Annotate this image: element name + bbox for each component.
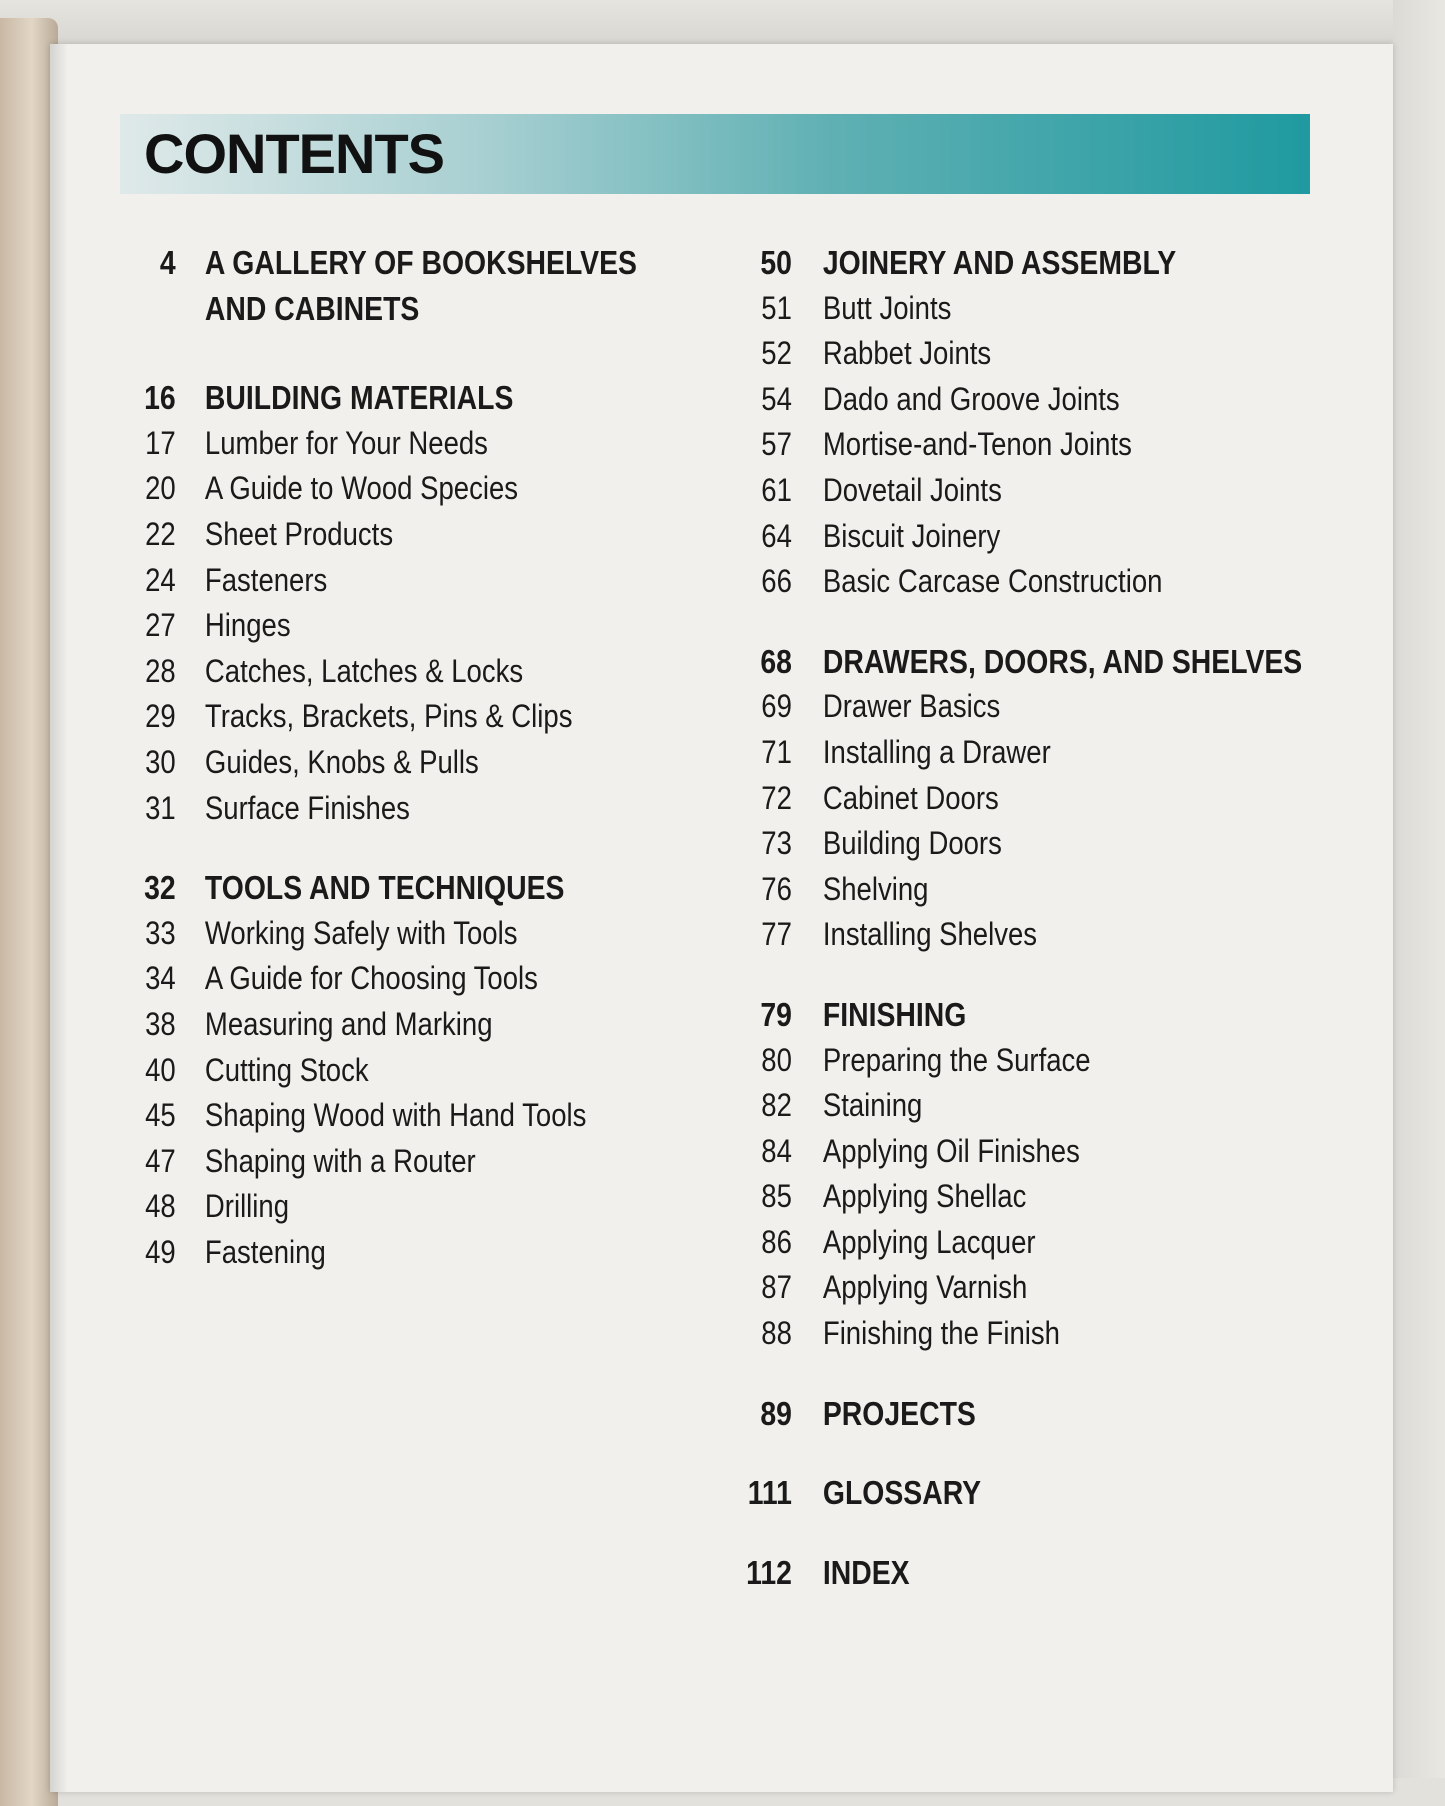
toc-page-number: 89 bbox=[760, 1394, 792, 1432]
toc-page-number: 79 bbox=[760, 995, 792, 1033]
toc-page-number: 71 bbox=[761, 733, 792, 770]
toc-entry bbox=[100, 421, 607, 467]
toc-entry-label: Cabinet Doors bbox=[822, 779, 999, 816]
toc-section-heading bbox=[100, 375, 607, 421]
toc-entry bbox=[100, 1002, 607, 1048]
toc-page-number: 31 bbox=[145, 789, 176, 826]
toc-entry bbox=[730, 422, 1272, 468]
toc-page-number: 51 bbox=[761, 289, 792, 326]
toc-entry-label: Building Doors bbox=[822, 825, 1002, 862]
toc-page-number: 88 bbox=[761, 1315, 792, 1352]
toc-section bbox=[730, 1550, 1360, 1596]
toc-page-number: 64 bbox=[761, 517, 792, 554]
toc-entry bbox=[100, 603, 607, 649]
toc-entry-label: Hinges bbox=[204, 607, 291, 644]
toc-page-number: 86 bbox=[761, 1223, 792, 1260]
toc-page-number: 47 bbox=[145, 1142, 176, 1179]
toc-entry bbox=[100, 466, 607, 512]
background-cloth-right bbox=[1393, 0, 1445, 1806]
toc-heading-label: GLOSSARY bbox=[822, 1474, 982, 1512]
toc-entry-label: Finishing the Finish bbox=[822, 1315, 1060, 1352]
toc-entry-label: Dovetail Joints bbox=[822, 471, 1002, 508]
toc-page-number: 77 bbox=[761, 916, 792, 953]
book-page bbox=[50, 44, 1393, 1792]
toc-entry-label: A Guide for Choosing Tools bbox=[204, 960, 538, 997]
toc-page-number: 24 bbox=[145, 561, 176, 598]
toc-entry-label: Fastening bbox=[204, 1233, 326, 1270]
contents-title-band bbox=[120, 114, 1310, 194]
toc-page-number: 34 bbox=[145, 960, 176, 997]
toc-entry-label: Fasteners bbox=[204, 561, 328, 598]
toc-page-number: 45 bbox=[145, 1097, 176, 1134]
toc-page-number: 48 bbox=[145, 1188, 176, 1225]
toc-heading-label: JOINERY AND ASSEMBLY bbox=[822, 244, 1177, 281]
toc-entry-label: Installing Shelves bbox=[822, 916, 1038, 953]
toc-entry-label: Working Safely with Tools bbox=[204, 914, 518, 951]
toc-entry bbox=[730, 821, 1272, 867]
toc-entry bbox=[100, 956, 607, 1002]
toc-section-heading bbox=[730, 992, 1272, 1038]
toc-page-number: 30 bbox=[145, 743, 176, 780]
toc-page-number: 27 bbox=[145, 607, 176, 644]
toc-entry-label: Drilling bbox=[204, 1188, 290, 1225]
toc-heading-label bbox=[205, 240, 637, 331]
toc-page-number: 66 bbox=[761, 563, 792, 600]
page-title: CONTENTS bbox=[144, 122, 444, 185]
toc-section bbox=[730, 992, 1360, 1357]
toc-right-column bbox=[730, 240, 1360, 1629]
toc-page-number: 17 bbox=[145, 424, 176, 461]
toc-page-number: 32 bbox=[144, 869, 176, 907]
toc-left-column bbox=[100, 240, 690, 1309]
toc-entry-label: Drawer Basics bbox=[822, 688, 1001, 725]
toc-entry bbox=[730, 514, 1272, 560]
toc-entry-label: Applying Varnish bbox=[822, 1269, 1028, 1306]
toc-entry bbox=[730, 1174, 1272, 1220]
toc-page-number: 28 bbox=[145, 652, 176, 689]
toc-entry-label: Biscuit Joinery bbox=[822, 517, 1001, 554]
toc-entry bbox=[100, 1093, 607, 1139]
toc-entry-label: Butt Joints bbox=[822, 289, 952, 326]
toc-page-number: 73 bbox=[761, 825, 792, 862]
toc-entry bbox=[100, 1139, 607, 1185]
toc-section bbox=[100, 865, 690, 1275]
toc-section-heading bbox=[730, 240, 1272, 286]
toc-heading-label: TOOLS AND TECHNIQUES bbox=[204, 869, 565, 907]
toc-section bbox=[730, 1391, 1360, 1437]
toc-heading-label: DRAWERS, DOORS, AND SHELVES bbox=[822, 642, 1303, 680]
toc-section-heading bbox=[730, 1550, 1272, 1596]
toc-entry bbox=[730, 684, 1272, 730]
toc-page-number: 69 bbox=[761, 688, 792, 725]
toc-entry bbox=[100, 1230, 607, 1276]
toc-entry-label: Shaping Wood with Hand Tools bbox=[204, 1097, 587, 1134]
toc-entry bbox=[730, 286, 1272, 332]
toc-entry bbox=[730, 867, 1272, 913]
toc-entry bbox=[730, 776, 1272, 822]
toc-page-number: 50 bbox=[760, 244, 792, 281]
toc-entry bbox=[730, 1083, 1272, 1129]
toc-entry bbox=[100, 558, 607, 604]
toc-entry bbox=[730, 331, 1272, 377]
toc-entry-label: Applying Oil Finishes bbox=[822, 1132, 1080, 1169]
toc-entry-label: Rabbet Joints bbox=[822, 335, 992, 372]
toc-entry-label: Dado and Groove Joints bbox=[822, 380, 1120, 417]
toc-heading-label: PROJECTS bbox=[822, 1394, 976, 1432]
toc-page-number: 49 bbox=[145, 1233, 176, 1270]
toc-entry-label: Installing a Drawer bbox=[822, 733, 1051, 770]
toc-entry-label: Sheet Products bbox=[204, 515, 394, 552]
toc-entry-label: Applying Lacquer bbox=[822, 1223, 1036, 1260]
toc-page-number: 38 bbox=[145, 1005, 176, 1042]
toc-entry-label: Shaping with a Router bbox=[204, 1142, 476, 1179]
toc-entry bbox=[730, 1220, 1272, 1266]
toc-section bbox=[730, 1470, 1360, 1516]
toc-page-number: 87 bbox=[761, 1269, 792, 1306]
toc-heading-label: FINISHING bbox=[822, 995, 967, 1033]
toc-entry bbox=[730, 1265, 1272, 1311]
toc-heading-label: BUILDING MATERIALS bbox=[204, 379, 514, 417]
toc-section bbox=[730, 639, 1360, 958]
toc-entry bbox=[100, 512, 607, 558]
toc-page-number: 20 bbox=[145, 470, 176, 507]
toc-entry bbox=[730, 468, 1272, 514]
toc-entry-label: Lumber for Your Needs bbox=[204, 424, 488, 461]
toc-page-number: 54 bbox=[761, 380, 792, 417]
toc-page-number: 85 bbox=[761, 1178, 792, 1215]
toc-page-number: 16 bbox=[144, 379, 176, 417]
toc-entry bbox=[100, 649, 607, 695]
toc-entry-label: Mortise-and-Tenon Joints bbox=[822, 426, 1132, 463]
toc-page-number: 82 bbox=[761, 1087, 792, 1124]
toc-entry-label: Staining bbox=[822, 1087, 923, 1124]
toc-page-number: 68 bbox=[760, 642, 792, 680]
toc-heading-label: INDEX bbox=[822, 1553, 910, 1591]
toc-section-heading bbox=[730, 1391, 1272, 1437]
toc-page-number: 4 bbox=[159, 244, 176, 281]
toc-entry bbox=[730, 559, 1272, 605]
toc-entry bbox=[730, 912, 1272, 958]
toc-entry-label: Cutting Stock bbox=[204, 1051, 369, 1088]
toc-entry-label: Preparing the Surface bbox=[822, 1041, 1091, 1078]
toc-section bbox=[730, 240, 1360, 605]
toc-heading-line: AND CABINETS bbox=[204, 289, 420, 327]
toc-entry-label: A Guide to Wood Species bbox=[204, 470, 519, 507]
background-cloth bbox=[0, 0, 1445, 46]
toc-entry-label: Applying Shellac bbox=[822, 1178, 1027, 1215]
toc-section-heading bbox=[730, 1470, 1272, 1516]
toc-entry-label: Guides, Knobs & Pulls bbox=[204, 743, 479, 780]
toc-page-number: 72 bbox=[761, 779, 792, 816]
toc-entry bbox=[730, 1129, 1272, 1175]
toc-page-number: 111 bbox=[747, 1474, 792, 1512]
toc-section-heading bbox=[730, 639, 1303, 685]
toc-page-number: 61 bbox=[761, 471, 792, 508]
toc-entry bbox=[730, 1038, 1272, 1084]
toc-entry bbox=[100, 911, 607, 957]
toc-entry bbox=[100, 1184, 607, 1230]
toc-section-heading bbox=[100, 240, 637, 331]
toc-entry-label: Measuring and Marking bbox=[204, 1005, 493, 1042]
toc-page-number: 52 bbox=[761, 335, 792, 372]
toc-section-heading bbox=[100, 865, 607, 911]
toc-page-number: 112 bbox=[746, 1553, 792, 1591]
toc-entry-label: Surface Finishes bbox=[204, 789, 410, 826]
toc-page-number: 29 bbox=[145, 698, 176, 735]
toc-entry bbox=[730, 730, 1272, 776]
toc-page-number: 40 bbox=[145, 1051, 176, 1088]
toc-page-number: 84 bbox=[761, 1132, 792, 1169]
toc-page-number: 80 bbox=[761, 1041, 792, 1078]
toc-page-number: 76 bbox=[761, 870, 792, 907]
toc-entry bbox=[100, 740, 607, 786]
toc-entry bbox=[100, 694, 607, 740]
toc-heading-line: A GALLERY OF BOOKSHELVES bbox=[204, 244, 637, 281]
toc-entry bbox=[100, 1048, 607, 1094]
toc-entry-label: Tracks, Brackets, Pins & Clips bbox=[204, 698, 573, 735]
toc-page-number: 22 bbox=[145, 515, 176, 552]
toc-entry bbox=[730, 1311, 1272, 1357]
toc-entry-label: Basic Carcase Construction bbox=[822, 563, 1163, 600]
toc-entry bbox=[730, 377, 1272, 423]
toc-entry bbox=[100, 786, 607, 832]
toc-section bbox=[100, 375, 690, 831]
toc-page-number: 57 bbox=[761, 426, 792, 463]
toc-section bbox=[100, 240, 690, 331]
toc-entry-label: Catches, Latches & Locks bbox=[204, 652, 524, 689]
toc-entry-label: Shelving bbox=[822, 870, 929, 907]
toc-page-number: 33 bbox=[145, 914, 176, 951]
